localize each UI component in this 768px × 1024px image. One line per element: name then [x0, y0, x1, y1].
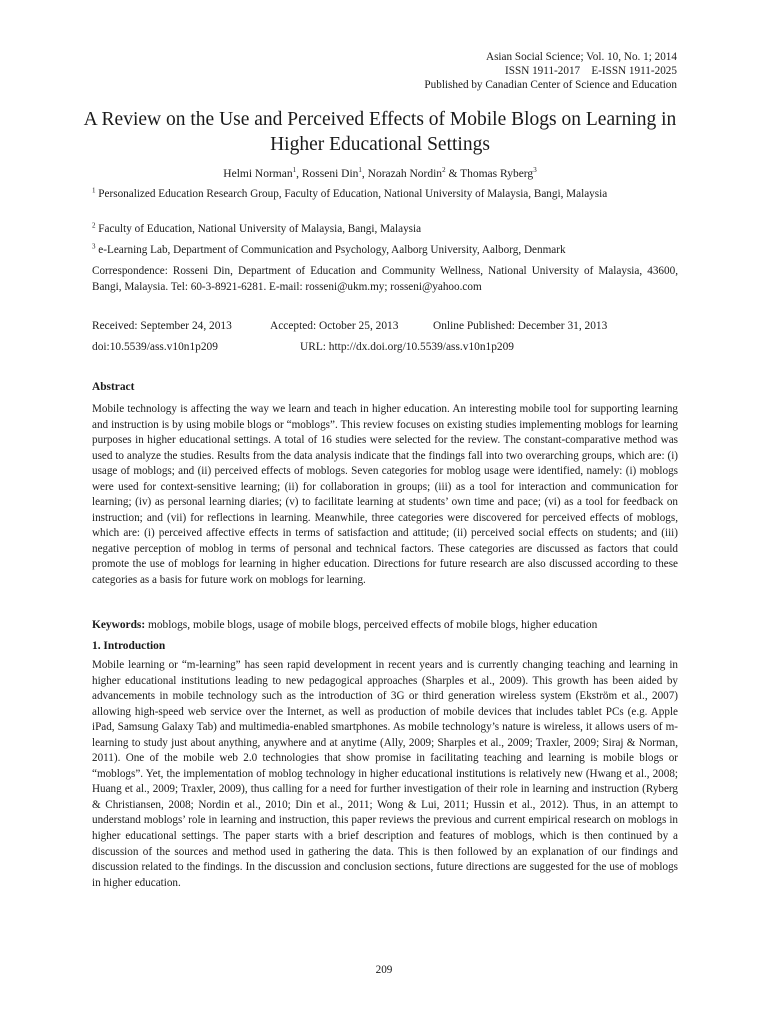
accepted-date: Accepted: October 25, 2013: [270, 320, 399, 332]
published-date: Online Published: December 31, 2013: [433, 320, 608, 332]
author-affiliation-mark: 1: [358, 166, 362, 174]
url-link[interactable]: URL: http://dx.doi.org/10.5539/ass.v10n1p209: [300, 341, 515, 353]
journal-issn: ISSN 1911-2017 E-ISSN 1911-2025: [505, 65, 677, 77]
page-number: 209: [375, 964, 393, 976]
affiliation: [92, 222, 678, 238]
author-affiliation-mark: 3: [533, 166, 537, 174]
author-separator: &: [445, 167, 461, 180]
keywords-text: moblogs, mobile blogs, usage of mobile blogs, perceived effects of mobile blogs, higher education: [145, 619, 598, 631]
abstract-text: Mobile technology is affecting the way we learn and teach in higher education. An interesting mobile tool for supporting learning and instruction is by using mobile blogs or “moblogs”. This review focuses on existing studies implementing moblogs for learning purposes in higher educational settings. A total of 16 studies were selected for the review. The constant-comparative method was used to analyze the studies. Results from the data analysis indicate that the findings fall into two overarching groups, which are: (i) usage of moblogs; and (ii) perceived effects of moblogs. Seven categories for moblog usage were identified, namely: (i) moblogs were used for context-sensitive learning; (ii) for collaboration in groups; (iii) as a tool for interaction and communication for learning; (iv) as personal learning diaries; (v) to facilitate learning at students’ own time and pace; (vi) as a tool for feedback on instruction; and (vii) for reflections in learning. Meanwhile, three categories were discovered for perceived effects of moblogs, which are: (i) perceived affective effects in terms of satisfaction and attitude; (ii) perceived social effects on students; and (iii) negative perception of moblog in terms of personal and technical factors. These categories are discussed as factors that could promote the use of moblogs for learning in higher education. Directions for future research are also discussed according to these categories as a basis for future work on moblogs for learning.: [92, 403, 678, 587]
affiliation-mark: 1: [92, 186, 96, 195]
introduction-heading: 1. Introduction: [92, 640, 166, 652]
author-name: Thomas Ryberg: [460, 167, 534, 180]
correspondence: Correspondence: Rosseni Din, Department of Education and Community Wellness, National University of Malaysia, 43600, Bangi, Malaysia. Tel: 60-3-8921-6281. E-mail: rosseni@ukm.my; rosseni@yahoo.com: [92, 265, 678, 293]
journal-header: [424, 50, 677, 92]
author-name: Helmi Norman: [223, 167, 293, 180]
author-affiliation-mark: 2: [442, 166, 446, 174]
author-list: [80, 166, 680, 180]
affiliation-text: Personalized Education Research Group, Faculty of Education, National University of Malaysia, Bangi, Malaysia: [98, 188, 608, 200]
keywords-label: Keywords:: [92, 619, 146, 631]
author-affiliation-mark: 1: [292, 166, 297, 174]
affiliation-mark: 3: [92, 242, 96, 251]
paper-title: A Review on the Use and Perceived Effects of Mobile Blogs on Learning in Higher Educational Settings: [83, 109, 677, 155]
journal-citation: Asian Social Science; Vol. 10, No. 1; 2014: [486, 51, 677, 63]
affiliation: [92, 187, 678, 203]
affiliation-text: e-Learning Lab, Department of Communication and Psychology, Aalborg University, Aalborg, Denmark: [98, 244, 566, 256]
author-separator: ,: [361, 167, 368, 180]
affiliation-mark: 2: [92, 221, 96, 230]
abstract-heading: Abstract: [92, 381, 135, 393]
journal-publisher: Published by Canadian Center of Science and Education: [424, 79, 677, 91]
keywords: [92, 619, 682, 631]
author-separator: ,: [296, 167, 302, 180]
received-date: Received: September 24, 2013: [92, 320, 232, 332]
introduction-text: Mobile learning or “m-learning” has seen rapid development in recent years and is currently changing teaching and learning in higher educational institutions leading to new pedagogical approaches (Sharples et al., 2009). This growth has been aided by advancements in mobile technology such as the introduction of 3G or third generation wireless system (Ekström et al., 2007) allowing high-speed web service over the Internet, as well as production of mobile devices that includes tablet PCs (e.g. Apple iPad, Samsung Galaxy Tab) and multimedia-enabled smartphones. As mobile technology’s nature is wireless, it allows users of m-learning to study just about anything, anywhere and at anytime (Ally, 2009; Sharples et al., 2009; Traxler, 2009; Siraj & Norman, 2011). One of the mobile web 2.0 technologies that show promise in facilitating teaching and learning is mobile blogs or “moblogs”. Yet, the implementation of moblog technology in higher educational institutions is relatively new (Hwang et al., 2008; Huang et al., 2009; Traxler, 2009), thus calling for a need for further investigation of their role in learning and instruction (Ryberg & Christiansen, 2008; Nordin et al., 2010; Din et al., 2011; Wong & Lui, 2011; Hussin et al., 2012). Thus, in an attempt to understand moblogs’ role in learning and instruction, this paper reviews the previous and current empirical research on moblogs in higher educational settings. The paper starts with a brief description and features of moblogs, which is then continued by a discussion of the sources and method used in gathering the data. This is then followed by an explanation of our findings and discussion related to the findings. In the discussion and conclusion sections, future directions are suggested for the use of moblogs in higher education.: [92, 659, 678, 889]
author-name: Rosseni Din: [301, 167, 359, 180]
affiliation: [92, 243, 678, 259]
author-name: Norazah Nordin: [367, 167, 443, 180]
doi-text: doi:10.5539/ass.v10n1p209: [92, 341, 218, 353]
affiliation-text: Faculty of Education, National University of Malaysia, Bangi, Malaysia: [98, 223, 422, 235]
